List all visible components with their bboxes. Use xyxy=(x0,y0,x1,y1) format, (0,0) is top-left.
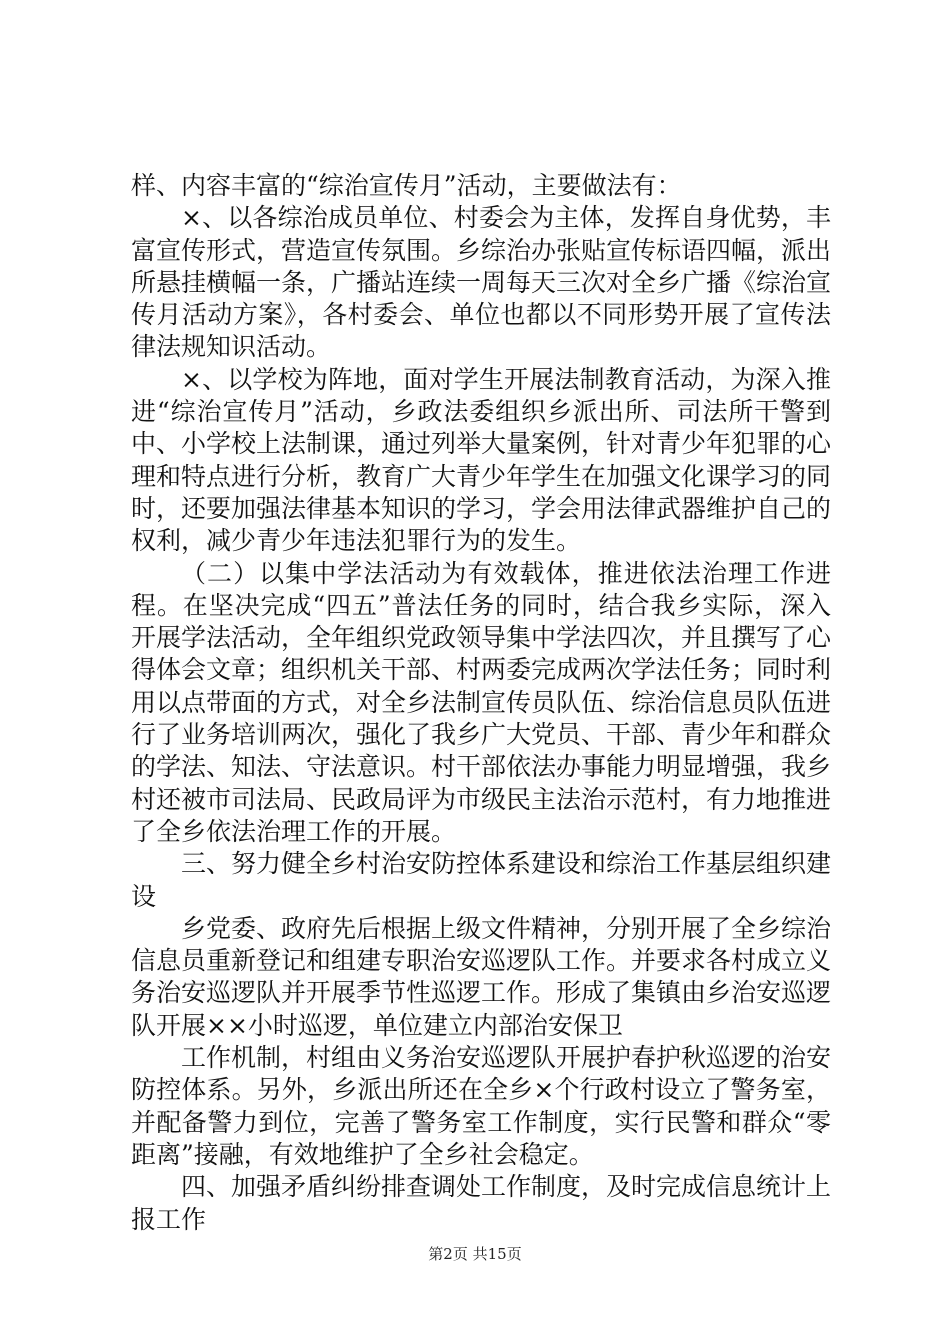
page-number-footer: 第2页 共15页 xyxy=(428,1245,522,1263)
body-paragraph: 三、努力健全乡村治安防控体系建设和综治工作基层组织建设 xyxy=(131,849,832,911)
document-body xyxy=(131,170,831,1236)
body-paragraph: （二）以集中学法活动为有效载体，推进依法治理工作进程。在坚决完成“四五”普法任务的同时，结合我乡实际，深入开展学法活动，全年组织党政领导集中学法四次，并且撰写了心得体会文章；组织机关干部、村两委完成两次学法任务；同时利用以点带面的方式，对全乡法制宣传员队伍、综治信息员队伍进行了业务培训两次，强化了我乡广大党员、干部、青少年和群众的学法、知法、守法意识。村干部依法办事能力明显增强，我乡村还被市司法局、民政局评为市级民主法治示范村，有力地推进了全乡依法治理工作的开展。 xyxy=(131,558,832,846)
body-paragraph: 乡党委、政府先后根据上级文件精神，分别开展了全乡综治信息员重新登记和组建专职治安巡逻队工作。并要求各村成立义务治安巡逻队并开展季节性巡逻工作。形成了集镇由乡治安巡逻队开展××小时巡逻，单位建立内部治安保卫 xyxy=(131,913,832,1040)
body-paragraph: 工作机制，村组由义务治安巡逻队开展护春护秋巡逻的治安防控体系。另外，乡派出所还在全乡×个行政村设立了警务室，并配备警力到位，完善了警务室工作制度，实行民警和群众“零距离”接融，有效地维护了全乡社会稳定。 xyxy=(131,1043,832,1169)
body-paragraph: 四、加强矛盾纠纷排查调处工作制度，及时完成信息统计上报工作 xyxy=(131,1172,832,1234)
body-paragraph: 样、内容丰富的“综治宣传月”活动，主要做法有： xyxy=(131,171,682,200)
body-paragraph: ×、以各综治成员单位、村委会为主体，发挥自身优势，丰富宣传形式，营造宣传氛围。乡综治办张贴宣传标语四幅，派出所悬挂横幅一条，广播站连续一周每天三次对全乡广播《综治宣传月活动方案》，各村委会、单位也都以不同形势开展了宣传法律法规知识活动。 xyxy=(131,203,832,362)
body-paragraph: ×、以学校为阵地，面对学生开展法制教育活动，为深入推进“综治宣传月”活动，乡政法委组织乡派出所、司法所干警到中、小学校上法制课，通过列举大量案例，针对青少年犯罪的心理和特点进行分析，教育广大青少年学生在加强文化课学习的同时，还要加强法律基本知识的学习，学会用法律武器维护自己的权利，减少青少年违法犯罪行为的发生。 xyxy=(131,364,832,556)
